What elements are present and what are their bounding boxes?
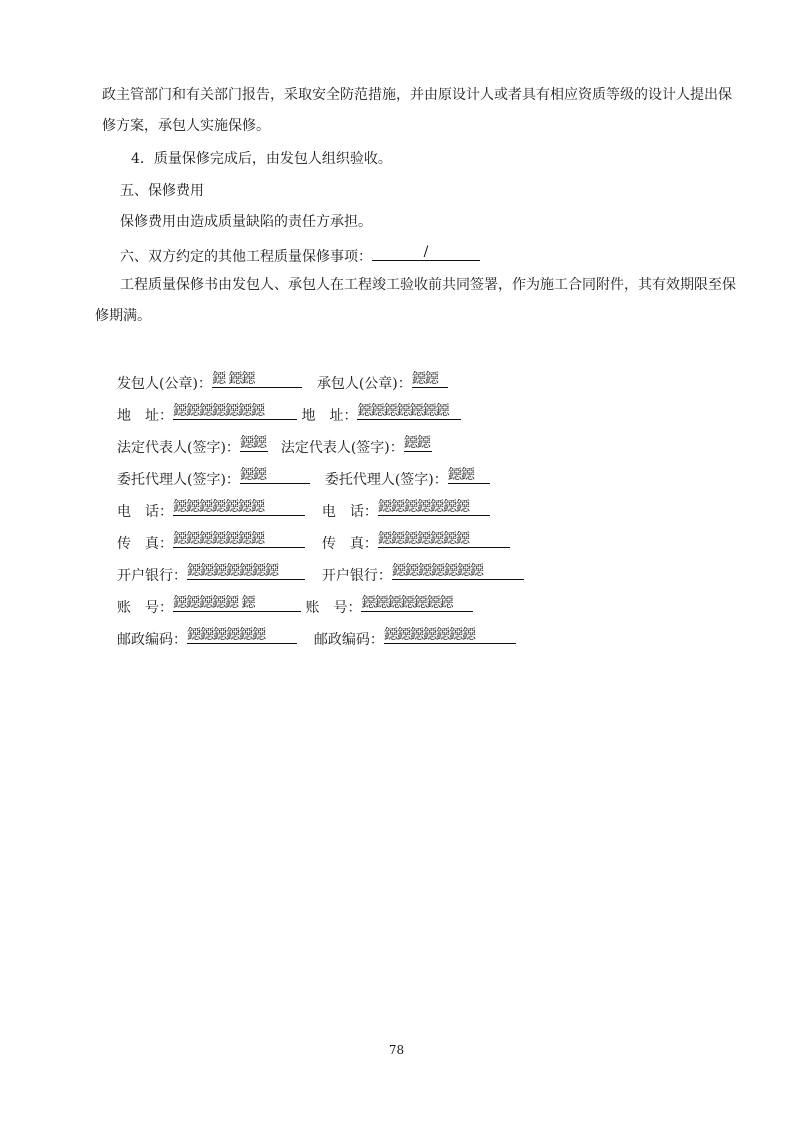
postcode-label: 邮政编码： bbox=[117, 632, 187, 648]
section-heading: 五、保修费用 bbox=[120, 183, 204, 199]
signature-row bbox=[117, 563, 524, 585]
fax-field: 鐚鐚鐚鐚鐚鐚鐚 bbox=[173, 531, 305, 548]
account-field: 鐚鐚鐚鐚鐚 鐚 bbox=[173, 595, 301, 612]
legal-rep-label: 法定代表人(签字)： bbox=[280, 440, 404, 456]
legal-rep-field: 鐚鐚 bbox=[403, 435, 430, 451]
fax-label: 传 真： bbox=[321, 536, 378, 552]
address-field: 鐚鐚鐚鐚鐚鐚鐚 bbox=[357, 403, 461, 420]
signature-row bbox=[117, 595, 473, 617]
signature-row bbox=[117, 371, 448, 393]
postcode-field: 鐚鐚鐚鐚鐚鐚 bbox=[187, 627, 297, 644]
paragraph-line: 修方案，承包人实施保修。 bbox=[102, 118, 270, 134]
bank-label: 开户银行： bbox=[321, 568, 392, 584]
phone-field: 鐚鐚鐚鐚鐚鐚鐚 bbox=[378, 499, 490, 516]
address-label: 地 址： bbox=[117, 408, 173, 424]
agent-label: 委托代理人(签字)： bbox=[324, 472, 448, 488]
fax-field: 鐚鐚鐚鐚鐚鐚鐚 bbox=[378, 531, 510, 548]
signature-row bbox=[117, 531, 510, 553]
paragraph-line: 政主管部门和有关部门报告，采取安全防范措施，并由原设计人或者具有相应资质等级的设计人提出保 bbox=[102, 87, 732, 103]
agent-label: 委托代理人(签字)： bbox=[117, 472, 240, 488]
legal-rep-label: 法定代表人(签字)： bbox=[117, 440, 240, 456]
section-label: 六、双方约定的其他工程质量保修事项： bbox=[120, 249, 372, 265]
signature-row bbox=[117, 627, 516, 649]
bank-field: 鐚鐚鐚鐚鐚鐚鐚 bbox=[187, 563, 305, 580]
paragraph-line: 修期满。 bbox=[95, 308, 151, 324]
party-label: 发包人(公章)： bbox=[117, 376, 212, 392]
signature-row bbox=[117, 499, 490, 521]
postcode-field: 鐚鐚鐚鐚鐚鐚鐚 bbox=[384, 627, 516, 644]
signature-row bbox=[117, 403, 461, 425]
address-field: 鐚鐚鐚鐚鐚鐚鐚 bbox=[173, 403, 297, 420]
phone-label: 电 话： bbox=[117, 504, 173, 520]
account-label: 账 号： bbox=[305, 600, 362, 616]
agent-field: 鐚鐚 bbox=[448, 467, 490, 484]
bank-label: 开户银行： bbox=[117, 568, 187, 584]
account-field: 鐚鐚鐚鐚鐚鐚鐚 bbox=[361, 595, 473, 612]
matters-field: / bbox=[372, 244, 480, 261]
postcode-label: 邮政编码： bbox=[313, 632, 384, 648]
party-field: 鐚鐚 bbox=[412, 371, 448, 388]
page-number: 78 bbox=[388, 1043, 405, 1057]
paragraph-line: 保修费用由造成质量缺陷的责任方承担。 bbox=[120, 214, 372, 230]
account-label: 账 号： bbox=[117, 600, 173, 616]
section-heading bbox=[120, 244, 480, 266]
fax-label: 传 真： bbox=[117, 536, 173, 552]
bank-field: 鐚鐚鐚鐚鐚鐚鐚 bbox=[392, 563, 524, 580]
paragraph-line: 工程质量保修书由发包人、承包人在工程竣工验收前共同签署，作为施工合同附件，其有效期限至保 bbox=[120, 277, 736, 293]
address-label: 地 址： bbox=[301, 408, 358, 424]
party-label: 承包人(公章)： bbox=[316, 376, 412, 392]
legal-rep-field: 鐚鐚 bbox=[239, 435, 266, 451]
phone-label: 电 话： bbox=[321, 504, 378, 520]
phone-field: 鐚鐚鐚鐚鐚鐚鐚 bbox=[173, 499, 305, 516]
agent-field: 鐚鐚 bbox=[240, 467, 310, 484]
list-item: 4．质量保修完成后，由发包人组织验收。 bbox=[131, 151, 392, 167]
party-field: 鐚 鐚鐚 bbox=[212, 371, 302, 388]
signature-row bbox=[117, 435, 432, 457]
signature-row bbox=[117, 467, 490, 489]
